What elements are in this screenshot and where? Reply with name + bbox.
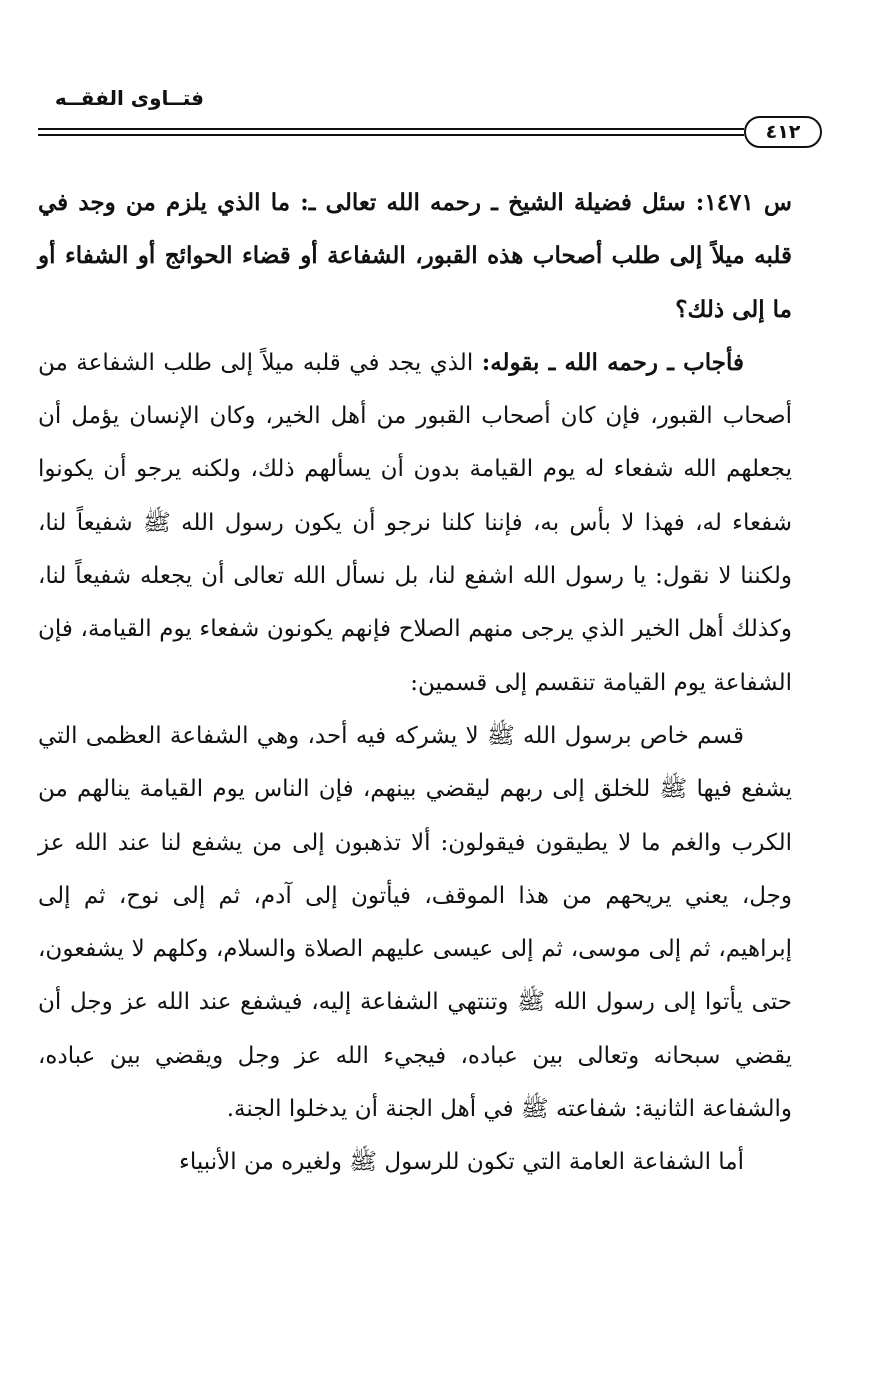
answer-text-1: الذي يجد في قلبه ميلاً إلى طلب الشفاعة من أصحاب القبور، فإن كان أصحاب القبور من أهل الخير، وكان الإنسان يؤمل أن يجعلهم الله شفعاء له يوم القيامة بدون أن يسألهم ذلك، ولكنه يرجو أن يكونوا شفعاء له، فهذا لا بأس به، فإننا كلنا نرجو أن يكون رسول الله ﷺ شفيعاً لنا، ولكننا لا نقول: يا رسول الله اشفع لنا، بل نسأل الله تعالى أن يجعله شفيعاً لنا، وكذلك أهل الخير الذي يرجى منهم الصلاح فإنهم يكونون شفعاء يوم القيامة، فإن الشفاعة يوم القيامة تنقسم إلى قسمين: xyxy=(38,349,792,696)
running-header-title: فتــاوى الفقــه xyxy=(54,86,204,110)
answer-lead: فأجاب ـ رحمه الله ـ بقوله: xyxy=(481,348,745,376)
answer-paragraph-2: قسم خاص برسول الله ﷺ لا يشركه فيه أحد، وهي الشفاعة العظمى التي يشفع فيها ﷺ للخلق إلى ربهم ليقضي بينهم، فإن الناس يوم القيامة ينالهم من الكرب والغم ما لا يطيقون فيقولون: ألا تذهبون إلى من يشفع لنا عند الله عز وجل، يعني يريحهم من هذا الموقف، فيأتون إلى آدم، ثم إلى نوح، ثم إلى إبراهيم، ثم إلى موسى، ثم إلى عيسى عليهم الصلاة والسلام، وكلهم لا يشفعون، حتى يأتوا إلى رسول الله ﷺ وتنتهي الشفاعة إليه، فيشفع عند الله عز وجل أن يقضي سبحانه وتعالى بين عباده، فيجيء الله عز وجل ويقضي بين عباده، والشفاعة الثانية: شفاعته ﷺ في أهل الجنة أن يدخلوا الجنة. xyxy=(38,722,792,1123)
page-body xyxy=(38,176,792,1190)
header-rule xyxy=(38,128,744,136)
answer-paragraph-3: أما الشفاعة العامة التي تكون للرسول ﷺ ولغيره من الأنبياء xyxy=(179,1149,744,1176)
question-paragraph: س ١٤٧١: سئل فضيلة الشيخ ـ رحمه الله تعالى ـ: ما الذي يلزم من وجد في قلبه ميلاً إلى طلب أصحاب هذه القبور، الشفاعة أو قضاء الحوائج أو الشفاء أو ما إلى ذلك؟ xyxy=(38,189,792,323)
answer-paragraph-1 xyxy=(38,336,792,710)
page-number-badge: ٤١٢ xyxy=(744,116,822,148)
